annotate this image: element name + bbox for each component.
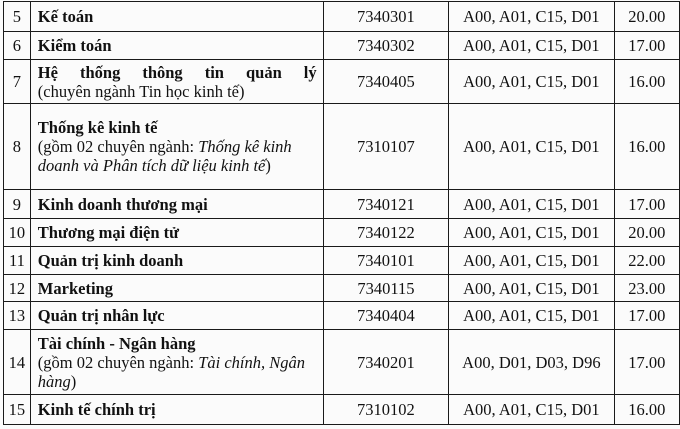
subject-combination: A00, A01, C15, D01 [449,32,614,60]
row-number: 5 [4,2,31,32]
table-row [4,104,680,190]
note-specializations: Tài chính, Ngân hàng [37,352,305,391]
row-number: 13 [4,302,31,330]
subject-combination: A00, A01, C15, D01 [449,219,614,247]
subject-combination: A00, A01, C15, D01 [449,2,614,32]
major-code: 7340115 [323,275,449,302]
row-number: 6 [4,32,31,60]
major-name [30,2,323,32]
major-title: Hệ thống thông tin quản lý [37,62,317,82]
benchmark-score: 23.00 [614,275,679,302]
row-number: 14 [4,330,31,395]
benchmark-score: 16.00 [614,60,679,104]
subject-combination: A00, A01, C15, D01 [449,275,614,302]
major-title: Marketing [37,278,113,298]
note-prefix: (gồm 02 chuyên ngành: [37,352,199,372]
major-name [30,302,323,330]
major-title: Kinh doanh thương mại [37,194,208,214]
row-number: 9 [4,190,31,219]
row-number: 15 [4,395,31,425]
major-title: Tài chính - Ngân hàng [37,333,196,353]
major-name [30,104,323,190]
major-name [30,60,323,104]
major-title: Kinh tế chính trị [37,400,156,419]
table-row [4,32,680,60]
table-row [4,275,680,302]
table-row [4,395,680,425]
benchmark-score: 17.00 [614,330,679,395]
major-name [30,275,323,302]
row-number: 10 [4,219,31,247]
major-title: Quản trị kinh doanh [37,251,184,270]
major-title: Quản trị nhân lực [37,306,165,325]
major-title: Thống kê kinh tế [37,118,158,137]
major-note [38,137,317,175]
table-row [4,60,680,104]
table-row [4,302,680,330]
major-name [30,190,323,219]
benchmark-score: 16.00 [614,104,679,190]
benchmark-score: 17.00 [614,190,679,219]
row-number: 11 [4,247,31,275]
benchmark-score: 17.00 [614,302,679,330]
benchmark-score: 20.00 [614,219,679,247]
subject-combination: A00, A01, C15, D01 [449,104,614,190]
major-title: Kiểm toán [37,36,112,55]
subject-combination: A00, A01, C15, D01 [449,247,614,275]
admission-score-table [3,1,680,425]
subject-combination: A00, A01, C15, D01 [449,302,614,330]
major-name [30,330,323,395]
row-number: 7 [4,60,31,104]
major-name [30,395,323,425]
major-code: 7340405 [323,60,449,104]
note-specializations: Thống kê kinh doanh và Phân tích dữ liệu kinh tế [37,137,292,175]
benchmark-score: 20.00 [614,2,679,32]
major-code: 7340201 [323,330,449,395]
subject-combination: A00, D01, D03, D96 [449,330,614,395]
row-number: 12 [4,275,31,302]
note-suffix: ) [70,371,77,391]
major-note: (chuyên ngành Tin học kinh tế) [37,81,245,101]
table-row [4,247,680,275]
benchmark-score: 17.00 [614,32,679,60]
major-code: 7340301 [323,2,449,32]
major-code: 7310102 [323,395,449,425]
note-prefix: (gồm 02 chuyên ngành: [37,137,199,156]
major-code: 7340101 [323,247,449,275]
table-row [4,219,680,247]
subject-combination: A00, A01, C15, D01 [449,190,614,219]
major-code: 7310107 [323,104,449,190]
subject-combination: A00, A01, C15, D01 [449,60,614,104]
major-name [30,219,323,247]
major-title: Kế toán [37,7,94,26]
benchmark-score: 22.00 [614,247,679,275]
row-number: 8 [4,104,31,190]
major-code: 7340302 [323,32,449,60]
major-code: 7340121 [323,190,449,219]
major-name [30,247,323,275]
note-suffix: ) [265,156,271,175]
major-name [30,32,323,60]
table-row [4,190,680,219]
table-row [4,330,680,395]
subject-combination: A00, A01, C15, D01 [449,395,614,425]
major-title: Thương mại điện tử [37,223,180,242]
table-row [4,2,680,32]
benchmark-score: 16.00 [614,395,679,425]
major-code: 7340404 [323,302,449,330]
major-note [38,353,317,391]
major-code: 7340122 [323,219,449,247]
